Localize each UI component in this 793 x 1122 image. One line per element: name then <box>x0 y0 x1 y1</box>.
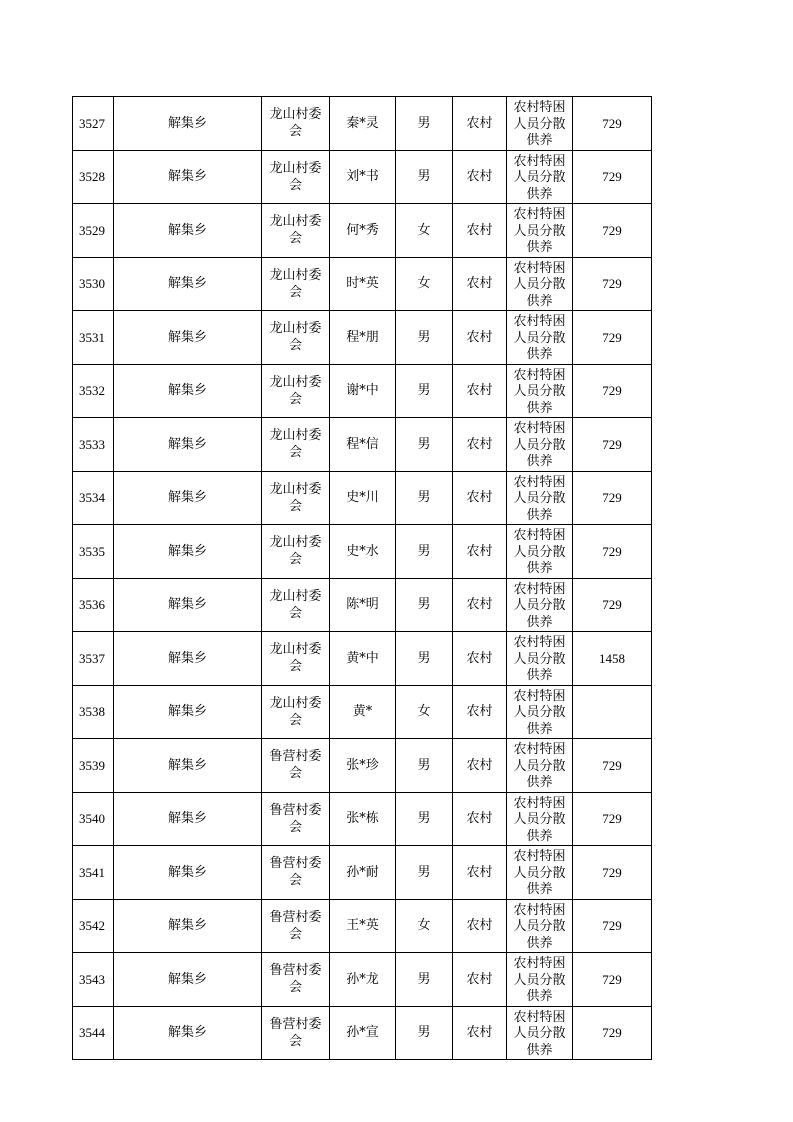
serial-number-cell: 3540 <box>73 792 114 846</box>
person-name-cell: 王*英 <box>330 899 396 953</box>
serial-number-cell: 3541 <box>73 846 114 900</box>
residence-type-cell: 农村 <box>453 257 507 311</box>
gender-cell: 男 <box>396 311 453 365</box>
residence-type-cell: 农村 <box>453 364 507 418</box>
residence-type-cell: 农村 <box>453 97 507 151</box>
gender-cell: 男 <box>396 739 453 793</box>
table-row <box>73 97 652 151</box>
township-cell: 解集乡 <box>114 632 262 686</box>
village-committee-cell: 龙山村委会 <box>262 150 330 204</box>
residence-type-cell: 农村 <box>453 792 507 846</box>
person-name-cell: 谢*中 <box>330 364 396 418</box>
assistance-category-cell: 农村特困人员分散供养 <box>507 257 573 311</box>
assistance-category-cell: 农村特困人员分散供养 <box>507 632 573 686</box>
table-row <box>73 471 652 525</box>
assistance-category-cell: 农村特困人员分散供养 <box>507 685 573 739</box>
serial-number-cell: 3544 <box>73 1006 114 1060</box>
person-name-cell: 孙*宣 <box>330 1006 396 1060</box>
residence-type-cell: 农村 <box>453 578 507 632</box>
township-cell: 解集乡 <box>114 471 262 525</box>
table-row <box>73 364 652 418</box>
table-row <box>73 257 652 311</box>
person-name-cell: 黄*中 <box>330 632 396 686</box>
township-cell: 解集乡 <box>114 846 262 900</box>
serial-number-cell: 3529 <box>73 204 114 258</box>
serial-number-cell: 3530 <box>73 257 114 311</box>
table-row <box>73 899 652 953</box>
serial-number-cell: 3537 <box>73 632 114 686</box>
village-committee-cell: 鲁营村委会 <box>262 953 330 1007</box>
amount-cell: 729 <box>573 953 652 1007</box>
amount-cell: 1458 <box>573 632 652 686</box>
amount-cell: 729 <box>573 311 652 365</box>
person-name-cell: 黄* <box>330 685 396 739</box>
residence-type-cell: 农村 <box>453 150 507 204</box>
serial-number-cell: 3535 <box>73 525 114 579</box>
amount-cell: 729 <box>573 1006 652 1060</box>
serial-number-cell: 3528 <box>73 150 114 204</box>
amount-cell: 729 <box>573 525 652 579</box>
township-cell: 解集乡 <box>114 257 262 311</box>
amount-cell: 729 <box>573 418 652 472</box>
village-committee-cell: 龙山村委会 <box>262 471 330 525</box>
township-cell: 解集乡 <box>114 150 262 204</box>
table-row <box>73 685 652 739</box>
amount-cell: 729 <box>573 150 652 204</box>
township-cell: 解集乡 <box>114 739 262 793</box>
residence-type-cell: 农村 <box>453 739 507 793</box>
village-committee-cell: 鲁营村委会 <box>262 899 330 953</box>
residence-type-cell: 农村 <box>453 685 507 739</box>
table-row <box>73 846 652 900</box>
gender-cell: 男 <box>396 792 453 846</box>
person-name-cell: 何*秀 <box>330 204 396 258</box>
person-name-cell: 史*水 <box>330 525 396 579</box>
table-row <box>73 578 652 632</box>
gender-cell: 男 <box>396 471 453 525</box>
village-committee-cell: 龙山村委会 <box>262 632 330 686</box>
amount-cell: 729 <box>573 364 652 418</box>
residence-type-cell: 农村 <box>453 311 507 365</box>
person-name-cell: 孙*耐 <box>330 846 396 900</box>
township-cell: 解集乡 <box>114 899 262 953</box>
assistance-category-cell: 农村特困人员分散供养 <box>507 525 573 579</box>
village-committee-cell: 龙山村委会 <box>262 418 330 472</box>
gender-cell: 男 <box>396 578 453 632</box>
township-cell: 解集乡 <box>114 97 262 151</box>
gender-cell: 男 <box>396 150 453 204</box>
amount-cell: 729 <box>573 204 652 258</box>
residence-type-cell: 农村 <box>453 525 507 579</box>
village-committee-cell: 龙山村委会 <box>262 204 330 258</box>
assistance-category-cell: 农村特困人员分散供养 <box>507 578 573 632</box>
serial-number-cell: 3538 <box>73 685 114 739</box>
table-row <box>73 1006 652 1060</box>
gender-cell: 男 <box>396 846 453 900</box>
township-cell: 解集乡 <box>114 792 262 846</box>
serial-number-cell: 3527 <box>73 97 114 151</box>
village-committee-cell: 龙山村委会 <box>262 311 330 365</box>
village-committee-cell: 鲁营村委会 <box>262 1006 330 1060</box>
township-cell: 解集乡 <box>114 311 262 365</box>
village-committee-cell: 龙山村委会 <box>262 257 330 311</box>
table-row <box>73 150 652 204</box>
township-cell: 解集乡 <box>114 418 262 472</box>
assistance-category-cell: 农村特困人员分散供养 <box>507 792 573 846</box>
amount-cell: 729 <box>573 739 652 793</box>
table-row <box>73 792 652 846</box>
gender-cell: 女 <box>396 204 453 258</box>
table-row <box>73 418 652 472</box>
assistance-category-cell: 农村特困人员分散供养 <box>507 739 573 793</box>
gender-cell: 男 <box>396 97 453 151</box>
person-name-cell: 程*信 <box>330 418 396 472</box>
assistance-category-cell: 农村特困人员分散供养 <box>507 364 573 418</box>
assistance-category-cell: 农村特困人员分散供养 <box>507 97 573 151</box>
residence-type-cell: 农村 <box>453 846 507 900</box>
assistance-category-cell: 农村特困人员分散供养 <box>507 418 573 472</box>
residence-type-cell: 农村 <box>453 204 507 258</box>
residence-type-cell: 农村 <box>453 418 507 472</box>
gender-cell: 女 <box>396 685 453 739</box>
residence-type-cell: 农村 <box>453 899 507 953</box>
person-name-cell: 张*栋 <box>330 792 396 846</box>
amount-cell: 729 <box>573 97 652 151</box>
township-cell: 解集乡 <box>114 578 262 632</box>
village-committee-cell: 鲁营村委会 <box>262 846 330 900</box>
assistance-category-cell: 农村特困人员分散供养 <box>507 846 573 900</box>
table-row <box>73 632 652 686</box>
table-row <box>73 204 652 258</box>
serial-number-cell: 3533 <box>73 418 114 472</box>
assistance-category-cell: 农村特困人员分散供养 <box>507 311 573 365</box>
serial-number-cell: 3539 <box>73 739 114 793</box>
assistance-category-cell: 农村特困人员分散供养 <box>507 471 573 525</box>
serial-number-cell: 3542 <box>73 899 114 953</box>
amount-cell: 729 <box>573 257 652 311</box>
township-cell: 解集乡 <box>114 685 262 739</box>
serial-number-cell: 3531 <box>73 311 114 365</box>
person-name-cell: 陈*明 <box>330 578 396 632</box>
person-name-cell: 史*川 <box>330 471 396 525</box>
residence-type-cell: 农村 <box>453 953 507 1007</box>
serial-number-cell: 3534 <box>73 471 114 525</box>
serial-number-cell: 3532 <box>73 364 114 418</box>
township-cell: 解集乡 <box>114 953 262 1007</box>
residence-type-cell: 农村 <box>453 471 507 525</box>
assistance-category-cell: 农村特困人员分散供养 <box>507 1006 573 1060</box>
person-name-cell: 程*朋 <box>330 311 396 365</box>
gender-cell: 男 <box>396 364 453 418</box>
amount-cell: 729 <box>573 846 652 900</box>
village-committee-cell: 龙山村委会 <box>262 97 330 151</box>
gender-cell: 男 <box>396 1006 453 1060</box>
gender-cell: 女 <box>396 257 453 311</box>
table-row <box>73 953 652 1007</box>
table-row <box>73 525 652 579</box>
assistance-category-cell: 农村特困人员分散供养 <box>507 204 573 258</box>
table-row <box>73 739 652 793</box>
township-cell: 解集乡 <box>114 525 262 579</box>
roster-body <box>73 97 652 1060</box>
table-row <box>73 311 652 365</box>
village-committee-cell: 龙山村委会 <box>262 578 330 632</box>
gender-cell: 男 <box>396 525 453 579</box>
person-name-cell: 刘*书 <box>330 150 396 204</box>
assistance-category-cell: 农村特困人员分散供养 <box>507 953 573 1007</box>
village-committee-cell: 龙山村委会 <box>262 685 330 739</box>
township-cell: 解集乡 <box>114 1006 262 1060</box>
gender-cell: 男 <box>396 418 453 472</box>
township-cell: 解集乡 <box>114 364 262 418</box>
amount-cell: 729 <box>573 578 652 632</box>
village-committee-cell: 鲁营村委会 <box>262 739 330 793</box>
amount-cell: 729 <box>573 792 652 846</box>
village-committee-cell: 龙山村委会 <box>262 525 330 579</box>
township-cell: 解集乡 <box>114 204 262 258</box>
village-committee-cell: 龙山村委会 <box>262 364 330 418</box>
roster-table <box>72 96 652 1060</box>
serial-number-cell: 3536 <box>73 578 114 632</box>
person-name-cell: 时*英 <box>330 257 396 311</box>
person-name-cell: 张*珍 <box>330 739 396 793</box>
person-name-cell: 孙*龙 <box>330 953 396 1007</box>
assistance-category-cell: 农村特困人员分散供养 <box>507 899 573 953</box>
village-committee-cell: 鲁营村委会 <box>262 792 330 846</box>
amount-cell <box>573 685 652 739</box>
amount-cell: 729 <box>573 471 652 525</box>
assistance-category-cell: 农村特困人员分散供养 <box>507 150 573 204</box>
gender-cell: 女 <box>396 899 453 953</box>
amount-cell: 729 <box>573 899 652 953</box>
residence-type-cell: 农村 <box>453 632 507 686</box>
gender-cell: 男 <box>396 632 453 686</box>
person-name-cell: 秦*灵 <box>330 97 396 151</box>
residence-type-cell: 农村 <box>453 1006 507 1060</box>
gender-cell: 男 <box>396 953 453 1007</box>
serial-number-cell: 3543 <box>73 953 114 1007</box>
